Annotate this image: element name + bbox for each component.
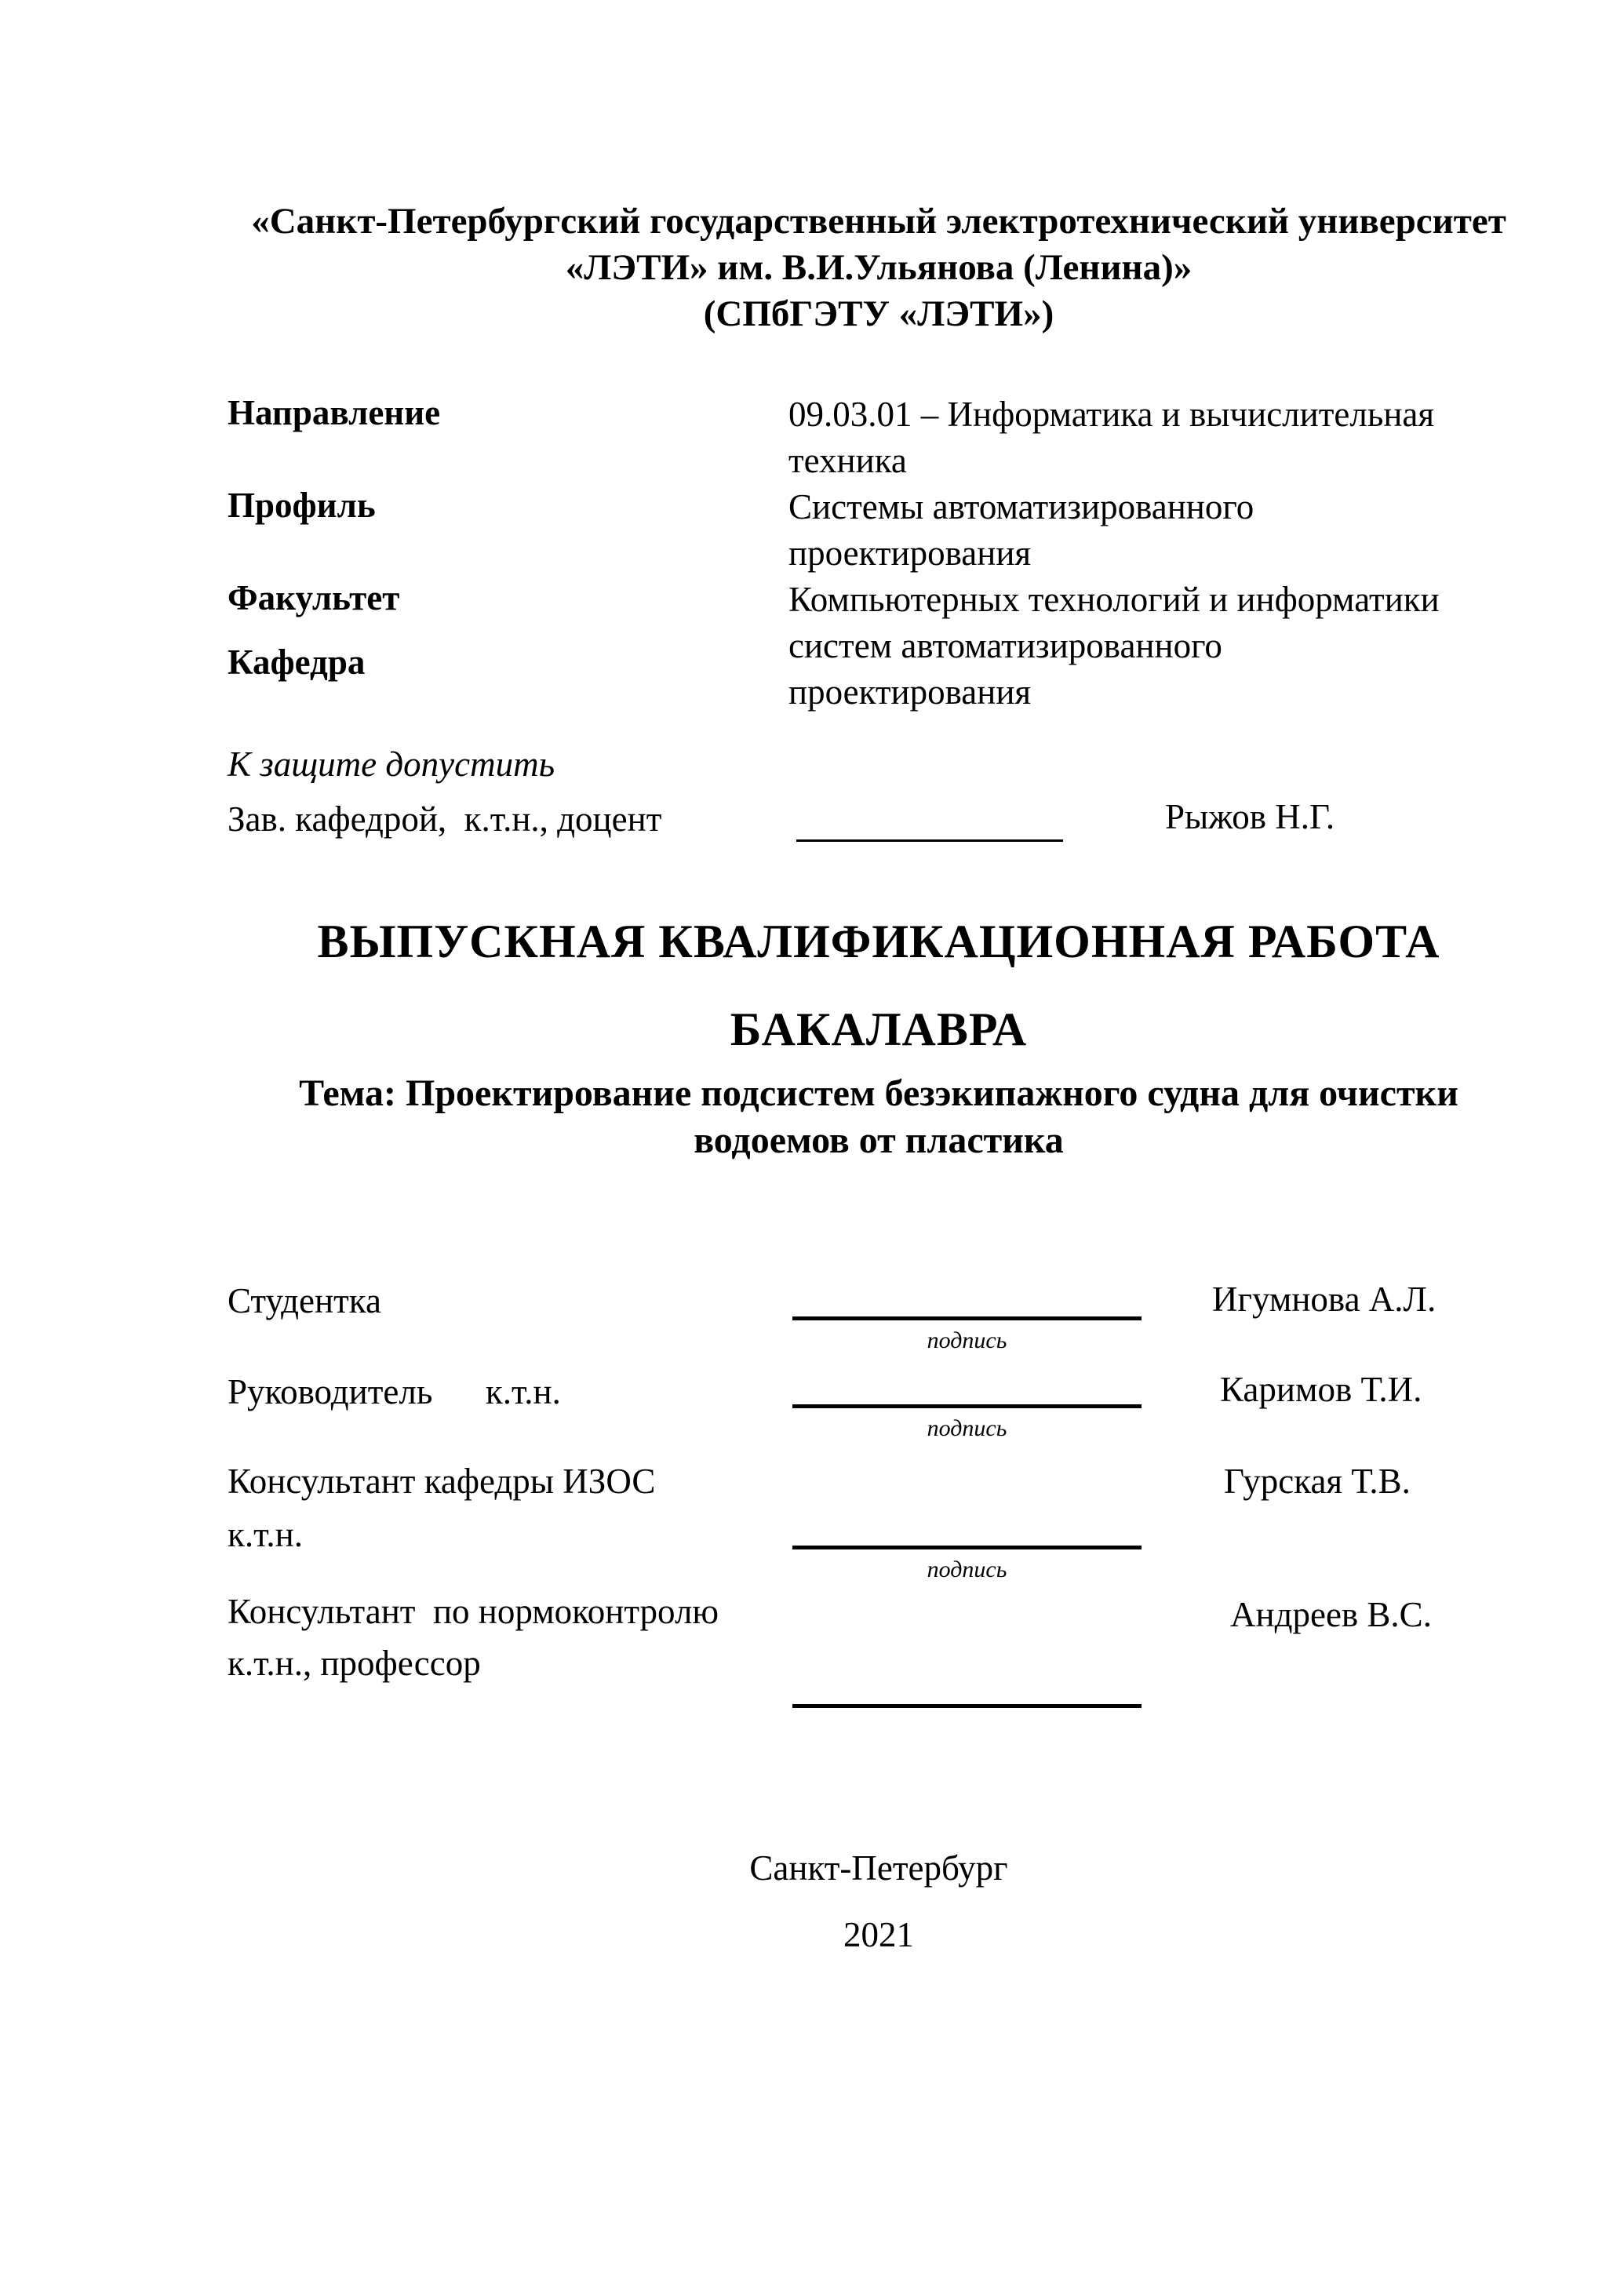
signature-role-normcontrol: Консультант по нормоконтролю (228, 1592, 719, 1631)
field-value-faculty: Компьютерных технологий и информатики (788, 580, 1440, 619)
admission-note: К защите допустить (228, 745, 555, 784)
signature-role-normcontrol-degree: к.т.н., профессор (228, 1644, 481, 1683)
signature-line-normcontrol (792, 1704, 1142, 1708)
signature-caption-consultant-izos: подпись (927, 1557, 1007, 1582)
footer-year: 2021 (843, 1915, 914, 1954)
university-header (228, 198, 1530, 337)
field-value-direction-line1: 09.03.01 – Информатика и вычислительная (788, 395, 1435, 434)
signature-name-consultant-izos: Гурская Т.В. (1224, 1462, 1411, 1501)
signature-name-student: Игумнова А.Л. (1212, 1280, 1436, 1319)
footer-city: Санкт-Петербург (749, 1848, 1008, 1888)
field-label-faculty: Факультет (228, 578, 400, 617)
work-title-line1: ВЫПУСКНАЯ КВАЛИФИКАЦИОННАЯ РАБОТА (317, 916, 1440, 967)
topic-line1: Тема: Проектирование подсистем безэкипажного судна для очистки (299, 1072, 1458, 1114)
university-name-line2: «ЛЭТИ» им. В.И.Ульянова (Ленина)» (565, 247, 1193, 288)
signature-line-supervisor (792, 1404, 1142, 1408)
university-abbreviation: (СПбГЭТУ «ЛЭТИ») (703, 293, 1054, 334)
field-label-direction: Направление (228, 393, 441, 432)
signature-role-consultant-izos-degree: к.т.н. (228, 1515, 303, 1554)
field-value-profile-line1: Системы автоматизированного (788, 487, 1254, 526)
field-value-department-line1: систем автоматизированного (788, 626, 1222, 665)
field-value-direction-line2: техника (788, 441, 907, 480)
field-values (788, 391, 1534, 716)
university-name-line1: «Санкт-Петербургский государственный электротехнический университет (251, 201, 1506, 242)
signature-name-normcontrol: Андреев В.С. (1230, 1595, 1432, 1634)
signature-caption-student: подпись (927, 1327, 1007, 1353)
admission-position: Зав. кафедрой, к.т.н., доцент (228, 799, 662, 839)
field-value-profile-line2: проектирования (788, 533, 1032, 573)
signature-role-student: Студентка (228, 1281, 381, 1320)
work-title-line2: БАКАЛАВРА (730, 1003, 1028, 1055)
signature-caption-supervisor: подпись (927, 1415, 1007, 1441)
field-label-profile: Профиль (228, 486, 376, 525)
admission-name: Рыжов Н.Г. (1165, 797, 1335, 836)
admission-signature-line (796, 839, 1063, 842)
signature-role-consultant-izos: Консультант кафедры ИЗОС (228, 1462, 656, 1501)
signature-name-supervisor: Каримов Т.И. (1220, 1370, 1422, 1409)
signature-line-student (792, 1316, 1142, 1320)
signature-role-supervisor: Руководитель к.т.н. (228, 1372, 561, 1411)
field-value-department-line2: проектирования (788, 672, 1032, 712)
field-label-department: Кафедра (228, 643, 366, 682)
signature-line-consultant-izos (792, 1546, 1142, 1549)
topic-line2: водоемов от пластика (694, 1120, 1064, 1161)
